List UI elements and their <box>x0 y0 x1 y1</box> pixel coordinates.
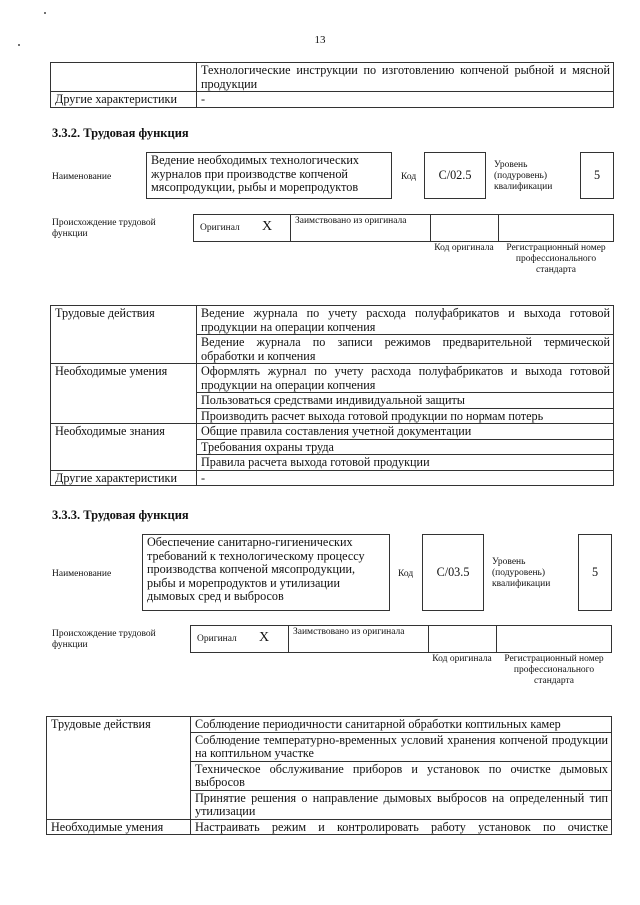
level-value: 5 <box>578 534 612 611</box>
table-row <box>51 306 614 335</box>
borrowed-label: Заимствовано из оригинала <box>293 627 405 637</box>
row-item: Настраивать режим и контролировать работу установок по очистке <box>191 819 612 835</box>
table-row <box>47 717 612 733</box>
function-table-332 <box>50 305 614 486</box>
level-label: Уровень (подуровень) квалификации <box>494 160 553 192</box>
origin-frame-divider <box>613 214 614 242</box>
row-item: - <box>197 470 614 486</box>
section-heading-332: 3.3.2. Трудовая функция <box>52 126 189 140</box>
table-row <box>47 819 612 835</box>
row-item: Пользоваться средствами индивидуальной защиты <box>197 393 614 409</box>
name-value: Ведение необходимых технологических журналов при производстве копченой мясопродукции, рыбы и морепродуктов <box>146 152 392 199</box>
origin-frame-divider <box>193 214 194 242</box>
row-label: Другие характеристики <box>51 470 197 486</box>
origin-frame-divider <box>611 625 612 653</box>
origin-frame-divider <box>498 214 499 242</box>
function-table-333 <box>46 716 612 835</box>
row-text: Технологические инструкции по изготовлению копченой рыбной и мясной продукции <box>197 63 614 92</box>
name-value: Обеспечение санитарно-гигиенических требований к технологическому процессу производства копченой мясопродукции, рыбы и морепродуктов и утилизации дымовых сред и выбросов <box>142 534 390 611</box>
code-label: Код <box>401 172 417 182</box>
origin-frame-divider <box>430 214 431 242</box>
row-item: Техническое обслуживание приборов и установок по очистке дымовых выбросов <box>191 761 612 790</box>
row-label: Необходимые умения <box>51 364 197 424</box>
row-label <box>51 63 197 92</box>
borrowed-label: Заимствовано из оригинала <box>295 216 407 226</box>
code-value: С/03.5 <box>422 534 484 611</box>
row-item: Правила расчета выхода готовой продукции <box>197 455 614 471</box>
section-heading-333: 3.3.3. Трудовая функция <box>52 508 189 522</box>
row-item: Требования охраны труда <box>197 439 614 455</box>
row-item: Принятие решения о направление дымовых выбросов на определенный тип утилизации <box>191 790 612 819</box>
registration-number-label: Регистрационный номер профессионального стандарта <box>504 654 604 686</box>
origin-label: Происхождение трудовой функции <box>52 629 156 650</box>
table-row <box>51 364 614 393</box>
origin-frame-bottom <box>193 241 614 242</box>
original-mark: X <box>259 630 270 645</box>
level-label: Уровень (подуровень) квалификации <box>492 557 551 589</box>
row-item: Соблюдение периодичности санитарной обработки коптильных камер <box>191 717 612 733</box>
origin-frame-top <box>190 625 612 626</box>
origin-frame-divider <box>290 214 291 242</box>
name-label: Наименование <box>52 569 112 579</box>
origin-frame-top <box>193 214 614 215</box>
origin-label: Происхождение трудовой функции <box>52 218 156 239</box>
origin-frame-divider <box>288 625 289 653</box>
level-value: 5 <box>580 152 614 199</box>
page-number: 13 <box>314 34 326 46</box>
page-speck <box>44 12 46 14</box>
original-code-label: Код оригинала <box>434 243 494 253</box>
row-label: Необходимые умения <box>47 819 191 835</box>
origin-frame-divider <box>190 625 191 653</box>
original-label: Оригинал <box>197 634 237 644</box>
row-label: Трудовые действия <box>51 306 197 364</box>
row-item: Соблюдение температурно-временных условий хранения копченой продукции на коптильном участке <box>191 732 612 761</box>
registration-number-label: Регистрационный номер профессионального стандарта <box>506 243 606 275</box>
continuation-table <box>50 62 614 108</box>
table-row <box>51 424 614 440</box>
origin-frame-divider <box>428 625 429 653</box>
row-item: Ведение журнала по учету расхода полуфабрикатов и выхода готовой продукции на операции копчения <box>197 306 614 335</box>
row-label: Другие характеристики <box>51 92 197 108</box>
name-label: Наименование <box>52 172 112 182</box>
row-item: Общие правила составления учетной документации <box>197 424 614 440</box>
row-item: Производить расчет выхода готовой продукции по нормам потерь <box>197 408 614 424</box>
code-label: Код <box>398 569 414 579</box>
code-value: С/02.5 <box>424 152 486 199</box>
row-label: Трудовые действия <box>47 717 191 820</box>
table-row <box>51 63 614 92</box>
original-label: Оригинал <box>200 223 240 233</box>
row-text: - <box>197 92 614 108</box>
original-mark: X <box>262 219 273 234</box>
row-item: Оформлять журнал по учету расхода полуфабрикатов и выхода готовой продукции на операции копчения <box>197 364 614 393</box>
origin-frame-bottom <box>190 652 612 653</box>
original-code-label: Код оригинала <box>432 654 492 664</box>
table-row <box>51 92 614 108</box>
row-label: Необходимые знания <box>51 424 197 471</box>
origin-frame-divider <box>496 625 497 653</box>
table-row <box>51 470 614 486</box>
row-item: Ведение журнала по записи режимов предварительной термической обработки и копчения <box>197 335 614 364</box>
